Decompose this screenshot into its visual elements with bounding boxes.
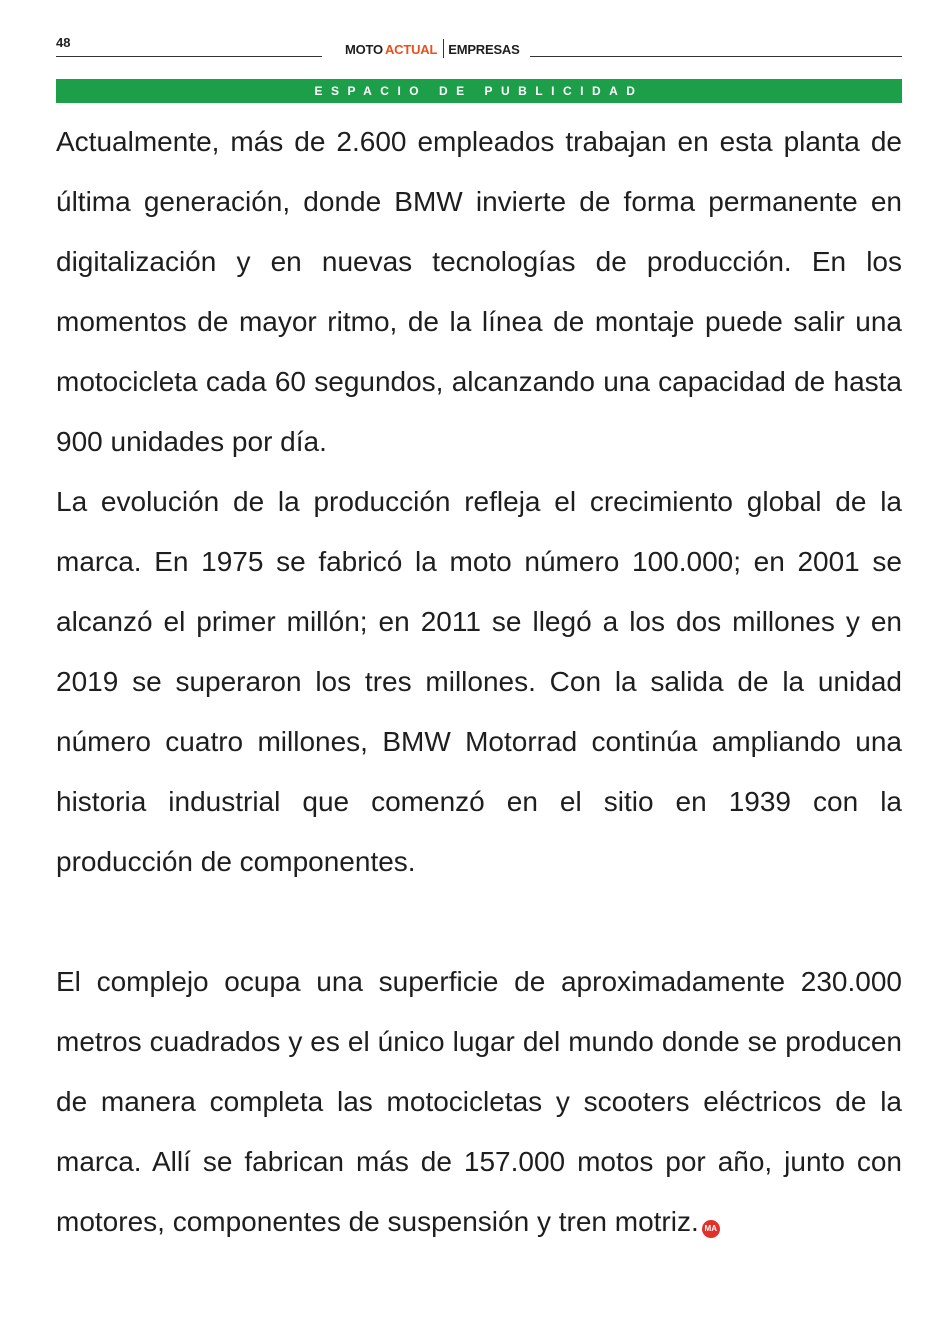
article-body — [56, 112, 902, 1252]
page-number: 48 — [56, 35, 71, 50]
end-mark-logo: MA — [702, 1220, 720, 1238]
header-rule-left — [56, 56, 322, 57]
paragraph-2: La evolución de la producción refleja el crecimiento global de la marca. En 1975 se fabricó la moto número 100.000; en 2001 se alcanzó el primer millón; en 2011 se llegó a los dos millones y en 2019 se superaron los tres millones. Con la salida de la unidad número cuatro millones, BMW Motorrad continúa ampliando una historia industrial que comenzó en el sitio en 1939 con la producción de componentes. — [56, 486, 902, 877]
ad-space-banner: ESPACIO DE PUBLICIDAD — [56, 79, 902, 103]
brand-moto: MOTO — [345, 42, 383, 57]
header-rule-right — [530, 56, 902, 57]
paragraph-3-text: El complejo ocupa una superficie de aproximadamente 230.000 metros cuadrados y es el único lugar del mundo donde se producen de manera completa las motocicletas y scooters eléctricos de la marca. Allí se fabrican más de 157.000 motos por año, junto con motores, componentes de suspensión y tren motriz. — [56, 966, 902, 1237]
magazine-header — [345, 39, 520, 58]
brand-actual: ACTUAL — [384, 42, 438, 57]
paragraph-3 — [56, 952, 902, 1252]
paragraph-1: Actualmente, más de 2.600 empleados trabajan en esta planta de última generación, donde BMW invierte de forma permanente en digitalización y en nuevas tecnologías de producción. En los momentos de mayor ritmo, de la línea de montaje puede salir una motocicleta cada 60 segundos, alcanzando una capacidad de hasta 900 unidades por día. — [56, 126, 902, 457]
section-label: EMPRESAS — [448, 42, 520, 57]
header-divider — [443, 39, 444, 58]
